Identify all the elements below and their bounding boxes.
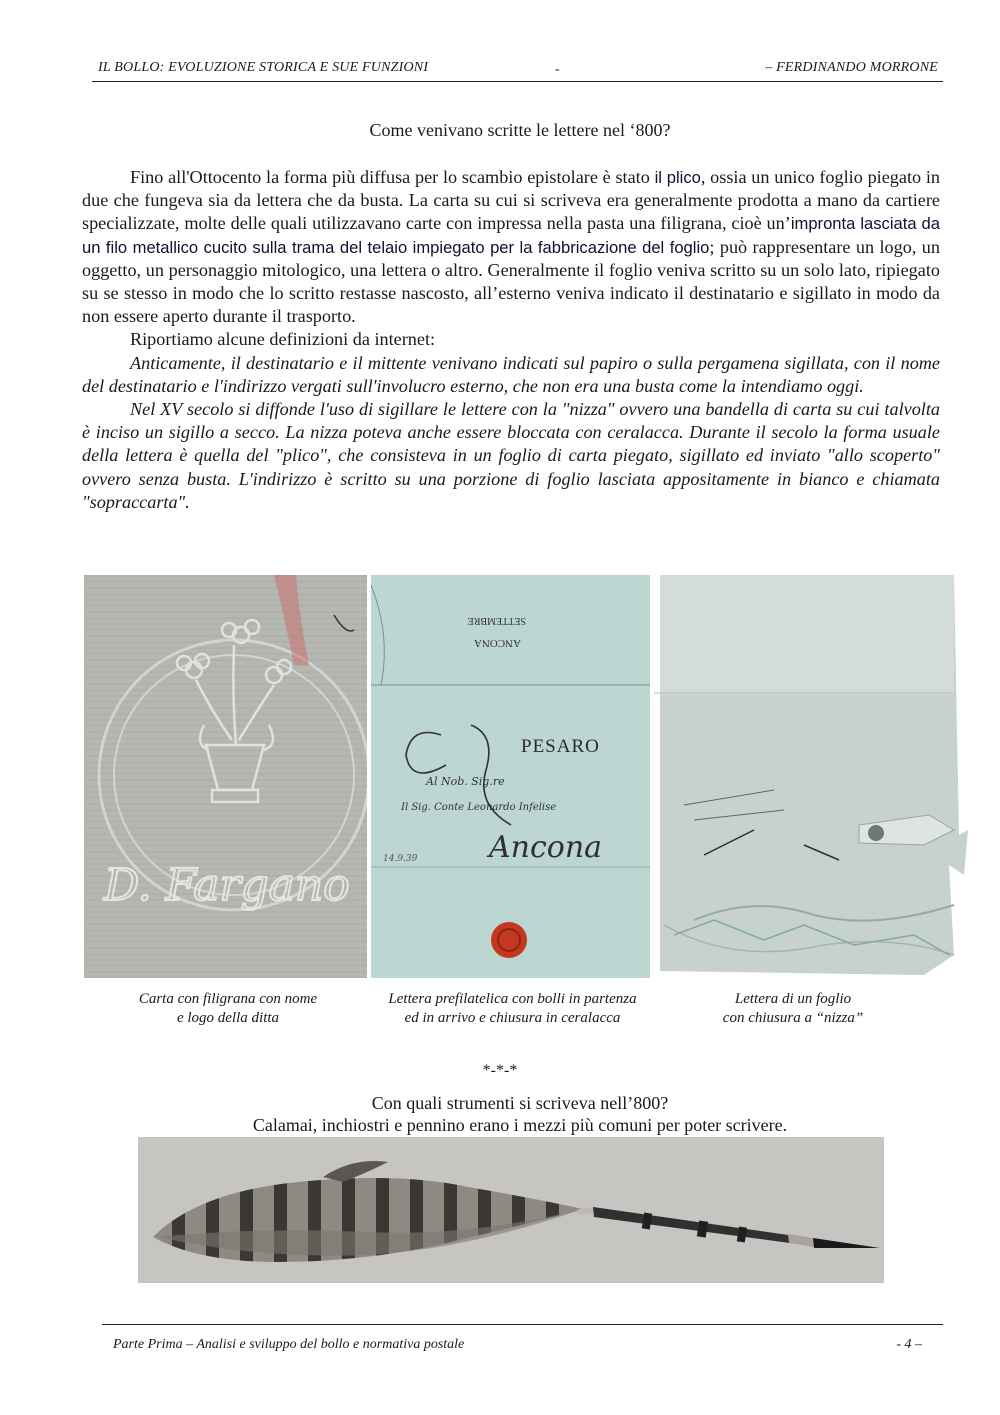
nizza-letter-photo bbox=[654, 575, 968, 978]
watermark-paper-photo bbox=[84, 575, 367, 978]
watermark-signature-text: D. Fargano bbox=[104, 860, 350, 911]
caption-prephilatelic bbox=[360, 990, 665, 1028]
address-line-2: Il Sig. Conte Leonardo Infelise bbox=[401, 802, 557, 813]
paragraph-definition-nizza bbox=[82, 398, 940, 514]
caption-line: ed in arrivo e chiusura in ceralacca bbox=[404, 1010, 621, 1026]
section-separator: *-*-* bbox=[482, 1062, 518, 1079]
address-city: Ancona bbox=[489, 830, 603, 865]
running-header-author: – FERDINANDO MORRONE bbox=[765, 60, 938, 75]
footer-rule bbox=[102, 1324, 943, 1325]
paragraph-intro-definitions: Riportiamo alcune definizioni da internet: bbox=[130, 329, 436, 350]
caption-line: con chiusura a “nizza” bbox=[722, 1010, 864, 1026]
arrival-stamp-line1: ANCONA bbox=[473, 637, 521, 649]
caption-line: e logo della ditta bbox=[176, 1010, 280, 1026]
text-run-ceralacca: ceralacca bbox=[607, 422, 680, 443]
caption-line: Lettera prefilatelica con bolli in partenza bbox=[388, 991, 637, 1007]
paragraph-plico bbox=[82, 166, 940, 328]
text-run: ; può rappresentare un logo, un oggetto, un personaggio mitologico, una lettera o altro. Generalmente il foglio veniva scritto su un solo lato, ripiegato su se stesso in modo che lo scritto restasse nascosto, all’esterno veniva indicato il destinatario e sigillato in modo da non essere aperto durante il trasporto. bbox=[82, 236, 940, 327]
quill-pen-photo bbox=[138, 1137, 884, 1283]
section-title-tools bbox=[0, 1092, 1000, 1136]
header-rule bbox=[92, 81, 943, 82]
caption-nizza bbox=[668, 990, 918, 1028]
text-run: , ossia un unico foglio piegato in due che fungeva sia da lettera che da busta. La carta su cui si scriveva era generalmente prodotta a mano da cartiere specializzate, molte delle quali utilizzavano carte con impressa nella pasta una filigrana, cioè un’ bbox=[82, 167, 940, 234]
text-run-plico: il plico bbox=[654, 168, 701, 187]
page-number: - 4 – bbox=[896, 1337, 922, 1352]
header-center-mark: - bbox=[555, 62, 560, 77]
prephilatelic-letter-photo bbox=[371, 575, 650, 978]
body-text bbox=[82, 166, 940, 514]
section-subtitle-line: Calamai, inchiostri e pennino erano i mezzi più comuni per poter scrivere. bbox=[252, 1115, 788, 1135]
text-run: Fino all'Ottocento la forma più diffusa per lo scambio epistolare è stato bbox=[130, 167, 655, 187]
paragraph-definition-ancient: Anticamente, il destinatario e il mittente venivano indicati sul papiro o sulla pergamena sigillata, con il nome del destinatario e l'indirizzo vergati sull'involucro esterno, che non era una busta come la intendiamo oggi. bbox=[82, 352, 940, 396]
date-note: 14.9.39 bbox=[383, 854, 418, 864]
running-footer-part: Parte Prima – Analisi e sviluppo del bollo e normativa postale bbox=[113, 1337, 465, 1352]
caption-watermark bbox=[108, 990, 348, 1028]
text-run: Nel XV bbox=[130, 399, 187, 420]
caption-line: Lettera di un foglio bbox=[734, 991, 852, 1007]
text-run-secolo: secolo bbox=[186, 399, 234, 420]
running-header-title: IL BOLLO: EVOLUZIONE STORICA E SUE FUNZIONI bbox=[98, 60, 429, 75]
text-run: si diffonde l'uso di sigillare le lettere con la "nizza" ovvero una bandella di carta su cui talvolta è inciso un sigillo a secco. La nizza poteva anche essere bloccata con bbox=[82, 399, 940, 443]
arrival-stamp-line2: SETTEMBRE bbox=[467, 615, 526, 626]
address-line-1: Al Nob. Sig.re bbox=[426, 775, 505, 788]
caption-line: Carta con filigrana con nome bbox=[138, 991, 318, 1007]
text-run-watermark-definition: impronta lasciata da un filo metallico cucito sulla trama del telaio impiegato per la fabbricazione del foglio bbox=[82, 214, 940, 257]
section-title-letters: Come venivano scritte le lettere nel ‘800? bbox=[369, 120, 671, 140]
text-run: . Durante il secolo la forma usuale della lettera è quella del "plico", che consisteva in un foglio di carta piegato, sigillato ed inviato "allo scoperto" ovvero senza busta. L'indirizzo è scritto su una porzione di foglio lasciata appositamente in bianco e chiamata "sopraccarta". bbox=[82, 422, 940, 512]
section-title-line: Con quali strumenti si scriveva nell’800? bbox=[371, 1093, 669, 1113]
pesaro-postmark: PESARO bbox=[521, 736, 600, 757]
